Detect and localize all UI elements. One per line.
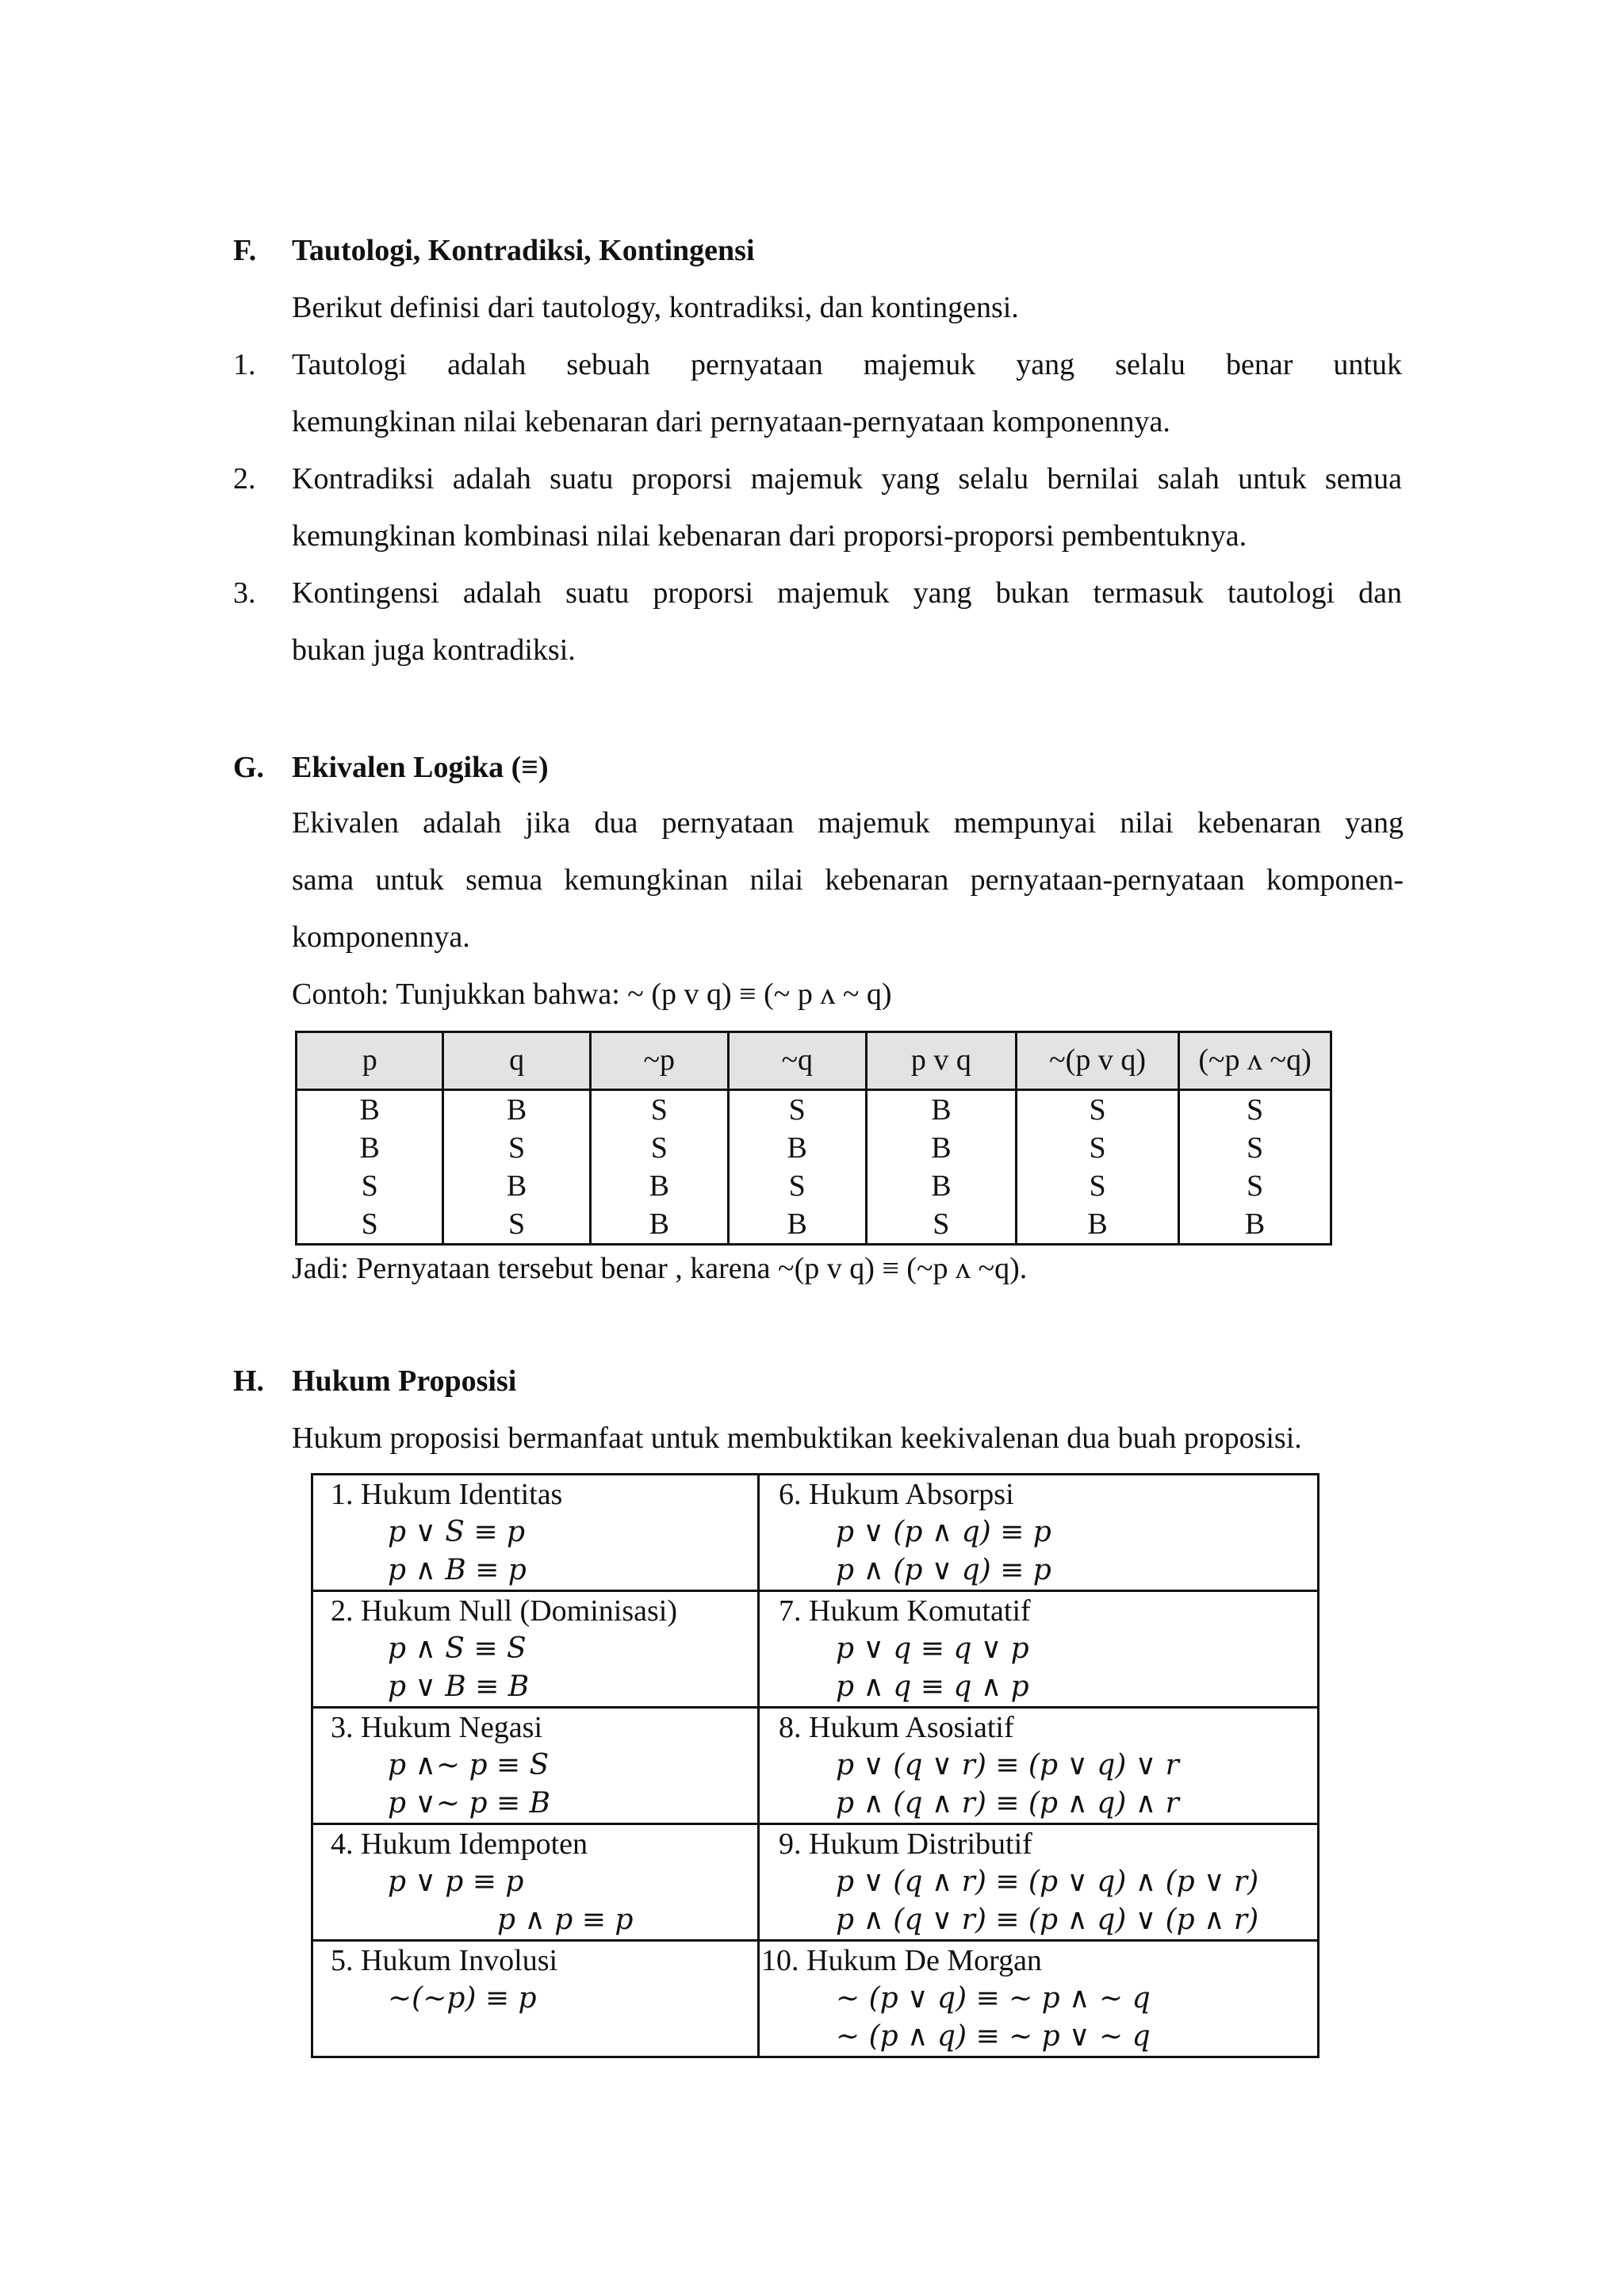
header-cell: (~p ʌ ~q) — [1179, 1032, 1331, 1090]
section-h-intro: Hukum proposisi bermanfaat untuk membuktikan keekivalenan dua buah proposisi. — [292, 1422, 1302, 1455]
law-title: 10. Hukum De Morgan — [761, 1944, 1042, 1977]
table-row — [312, 1941, 1319, 2057]
table-cell: S — [1089, 1093, 1106, 1127]
table-row — [312, 1591, 1319, 1708]
table-cell: B — [931, 1169, 952, 1203]
section-f-intro: Berikut definisi dari tautology, kontradiksi, dan kontingensi. — [292, 291, 1019, 324]
law-cell — [312, 1708, 759, 1824]
header-cell: p v q — [866, 1032, 1016, 1090]
column-values — [443, 1090, 590, 1245]
law-formula: p ∨ (p ∧ q) ≡ p — [836, 1516, 1051, 1548]
laws-table — [311, 1473, 1320, 2058]
header-cell: ~q — [728, 1032, 866, 1090]
law-cell — [312, 1941, 759, 2057]
list-item-line: bukan juga kontradiksi. — [292, 633, 576, 667]
table-cell: S — [361, 1169, 378, 1203]
list-item-line: kemungkinan nilai kebenaran dari pernyataan-pernyataan komponennya. — [292, 405, 1170, 438]
law-title: 1. Hukum Identitas — [331, 1478, 563, 1511]
law-formula: ∼(∼p) ≡ p — [388, 1982, 537, 2015]
law-title: 8. Hukum Asosiatif — [779, 1711, 1014, 1744]
column-values — [297, 1090, 443, 1245]
law-cell — [312, 1475, 759, 1591]
table-cell: S — [650, 1131, 668, 1165]
list-item-line: Kontradiksi adalah suatu proporsi majemuk yang selalu bernilai salah untuk semua — [292, 462, 1402, 496]
list-item-line: Kontingensi adalah suatu proporsi majemuk yang bukan termasuk tautologi dan — [292, 576, 1402, 610]
table-cell: B — [931, 1093, 952, 1127]
law-title: 4. Hukum Idempoten — [331, 1827, 588, 1861]
table-cell: S — [1246, 1131, 1264, 1165]
section-g-letter: G. — [233, 751, 265, 784]
section-f-title: Tautologi, Kontradiksi, Kontingensi — [292, 234, 755, 267]
law-cell — [759, 1708, 1319, 1824]
paragraph-line: Ekivalen adalah jika dua pernyataan majemuk mempunyai nilai kebenaran yang — [292, 806, 1404, 840]
table-row — [312, 1708, 1319, 1824]
law-formula: p ∧ q ≡ q ∧ p — [836, 1670, 1029, 1703]
law-formula: p ∨∼ p ≡ B — [388, 1787, 550, 1820]
law-formula: p ∧∼ p ≡ S — [388, 1749, 550, 1781]
table-cell: S — [508, 1131, 526, 1165]
table-row — [297, 1090, 1331, 1245]
law-formula: ∼ (p ∧ q) ≡ ∼ p ∨ ∼ q — [836, 2020, 1151, 2053]
list-item-number: 2. — [233, 462, 256, 496]
law-formula: p ∨ p ≡ p — [388, 1866, 524, 1898]
truth-table — [295, 1031, 1332, 1246]
table-cell: B — [787, 1207, 807, 1241]
column-values — [590, 1090, 728, 1245]
table-cell: B — [506, 1169, 527, 1203]
law-formula: p ∧ B ≡ p — [388, 1554, 527, 1586]
law-formula: p ∨ (q ∨ r) ≡ (p ∨ q) ∨ r — [836, 1749, 1179, 1781]
law-cell — [759, 1475, 1319, 1591]
conclusion-line: Jadi: Pernyataan tersebut benar , karena ~(p v q) ≡ (~p ʌ ~q). — [292, 1252, 1028, 1285]
column-values — [1179, 1090, 1331, 1245]
law-formula: ∼ (p ∨ q) ≡ ∼ p ∧ ∼ q — [836, 1982, 1151, 2015]
table-cell: S — [933, 1207, 950, 1241]
section-h-letter: H. — [233, 1364, 265, 1398]
column-values — [728, 1090, 866, 1245]
law-cell — [312, 1824, 759, 1941]
paragraph-line: sama untuk semua kemungkinan nilai kebenaran pernyataan-pernyataan komponen- — [292, 863, 1404, 897]
table-cell: B — [359, 1093, 380, 1127]
law-formula: p ∧ (p ∨ q) ≡ p — [836, 1554, 1051, 1586]
list-item-line: Tautologi adalah sebuah pernyataan majemuk yang selalu benar untuk — [292, 348, 1402, 381]
table-cell: S — [1089, 1169, 1106, 1203]
law-cell — [759, 1591, 1319, 1708]
law-title: 7. Hukum Komutatif — [779, 1594, 1031, 1628]
section-g-title: Ekivalen Logika (≡) — [292, 751, 549, 784]
section-f-letter: F. — [233, 234, 257, 267]
header-cell: ~p — [590, 1032, 728, 1090]
law-cell — [312, 1591, 759, 1708]
table-cell: S — [788, 1093, 806, 1127]
law-formula: p ∨ S ≡ p — [388, 1516, 526, 1548]
list-item-line: kemungkinan kombinasi nilai kebenaran dari proporsi-proporsi pembentuknya. — [292, 519, 1247, 553]
law-formula: p ∨ (q ∧ r) ≡ (p ∨ q) ∧ (p ∨ r) — [836, 1866, 1259, 1898]
law-title: 2. Hukum Null (Dominisasi) — [331, 1594, 677, 1628]
law-formula: p ∧ S ≡ S — [388, 1632, 527, 1665]
table-row — [312, 1475, 1319, 1591]
table-cell: S — [1246, 1169, 1264, 1203]
table-cell: S — [1089, 1131, 1106, 1165]
law-title: 9. Hukum Distributif — [779, 1827, 1032, 1861]
paragraph-line: komponennya. — [292, 920, 470, 954]
truth-table-header-row — [297, 1032, 1331, 1090]
list-item-number: 3. — [233, 576, 256, 610]
column-values — [866, 1090, 1016, 1245]
law-title: 6. Hukum Absorpsi — [779, 1478, 1014, 1511]
law-formula: p ∧ p ≡ p — [497, 1904, 634, 1936]
table-cell: S — [508, 1207, 526, 1241]
table-cell: B — [1244, 1207, 1266, 1241]
example-line: Contoh: Tunjukkan bahwa: ~ (p v q) ≡ (~ p ʌ ~ q) — [292, 978, 892, 1011]
column-values — [1017, 1090, 1179, 1245]
law-formula: p ∧ (q ∧ r) ≡ (p ∧ q) ∧ r — [836, 1787, 1179, 1820]
table-cell: S — [788, 1169, 806, 1203]
law-title: 5. Hukum Involusi — [331, 1944, 558, 1977]
law-title: 3. Hukum Negasi — [331, 1711, 543, 1744]
table-cell: S — [361, 1207, 378, 1241]
law-cell — [759, 1824, 1319, 1941]
table-cell: S — [1246, 1093, 1264, 1127]
law-formula: p ∧ (q ∨ r) ≡ (p ∧ q) ∨ (p ∧ r) — [836, 1904, 1259, 1936]
header-cell: p — [297, 1032, 443, 1090]
table-cell: B — [931, 1131, 952, 1165]
header-cell: q — [443, 1032, 590, 1090]
law-formula: p ∨ q ≡ q ∨ p — [836, 1632, 1029, 1665]
table-cell: B — [787, 1131, 807, 1165]
list-item-number: 1. — [233, 348, 256, 381]
law-formula: p ∨ B ≡ B — [388, 1670, 530, 1703]
table-cell: B — [506, 1093, 527, 1127]
table-cell: B — [649, 1207, 669, 1241]
header-cell: ~(p v q) — [1017, 1032, 1179, 1090]
law-cell — [759, 1941, 1319, 2057]
table-cell: B — [649, 1169, 669, 1203]
table-cell: S — [650, 1093, 668, 1127]
table-cell: B — [359, 1131, 380, 1165]
table-cell: B — [1087, 1207, 1108, 1241]
table-row — [312, 1824, 1319, 1941]
section-h-title: Hukum Proposisi — [292, 1364, 517, 1398]
